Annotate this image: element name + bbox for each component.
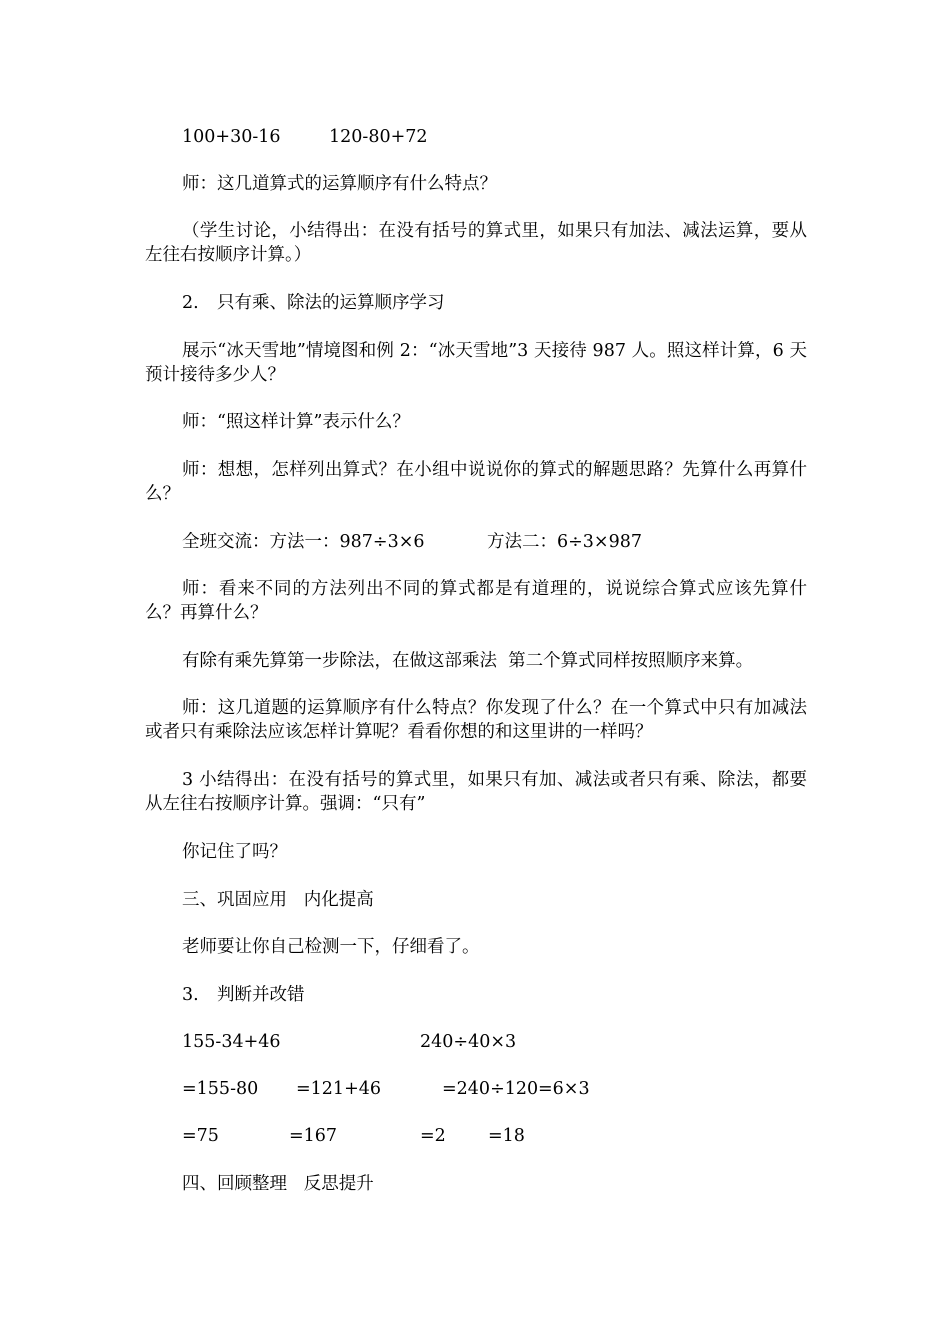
teacher-question-paragraph: 师：这几道题的运算顺序有什么特点？你发现了什么？在一个算式中只有加减法或者只有乘除法应该怎样计算呢？看看你想的和这里讲的一样吗？: [145, 698, 807, 742]
teacher-question: 师：这几道算式的运算顺序有什么特点？: [182, 174, 497, 194]
calculation-step: =6×3: [538, 1079, 590, 1099]
calculation-step: =121+46: [296, 1079, 381, 1099]
section-heading: 三、巩固应用 内化提高: [182, 890, 374, 910]
example-paragraph: 展示“冰天雪地”情境图和例 2：“冰天雪地”3 天接待 987 人。照这样计算，6 天预计接待多少人？: [145, 341, 807, 385]
section-heading: 四、回顾整理 反思提升: [182, 1174, 374, 1194]
calculation-result: =2: [420, 1126, 446, 1146]
expression-line-2: 120-80+72: [329, 127, 428, 147]
summary-paragraph: （学生讨论，小结得出：在没有括号的算式里，如果只有加法、减法运算，要从左往右按顺序计算。）: [145, 221, 807, 265]
instruction-line: 老师要让你自己检测一下，仔细看了。: [182, 937, 480, 957]
expression-line-1: 100+30-16: [182, 127, 281, 147]
student-answer: 有除有乘先算第一步除法，在做这部乘法 第二个算式同样按照顺序来算。: [182, 651, 754, 671]
teacher-question-paragraph: 师：看来不同的方法列出不同的算式都是有道理的，说说综合算式应该先算什么？再算什么？: [145, 579, 807, 623]
calculation-step: =155-80: [182, 1079, 259, 1099]
calculation-line: 240÷40×3: [420, 1032, 517, 1052]
question-line: 你记住了吗？: [182, 842, 287, 862]
calculation-result: =167: [289, 1126, 338, 1146]
class-share-method-2: 方法二：6÷3×987: [487, 532, 642, 552]
teacher-question-paragraph: 师：想想，怎样列出算式？在小组中说说你的算式的解题思路？先算什么再算什么？: [145, 460, 807, 504]
section-subheading: 判断并改错: [217, 985, 305, 1005]
calculation-result: =18: [488, 1126, 525, 1146]
calculation-line: 155-34+46: [182, 1032, 281, 1052]
calculation-result: =75: [182, 1126, 219, 1146]
calculation-step: =240÷120: [442, 1079, 539, 1099]
teacher-question: 师：“照这样计算”表示什么？: [182, 412, 410, 432]
class-share-method-1: 全班交流：方法一：987÷3×6: [182, 532, 425, 552]
section-number: 2.: [182, 293, 199, 313]
summary-paragraph: 3 小结得出：在没有括号的算式里，如果只有加、减法或者只有乘、除法，都要从左往右按顺序计算。强调：“只有”: [145, 770, 807, 814]
section-heading: 只有乘、除法的运算顺序学习: [217, 293, 445, 313]
section-number: 3.: [182, 985, 199, 1005]
